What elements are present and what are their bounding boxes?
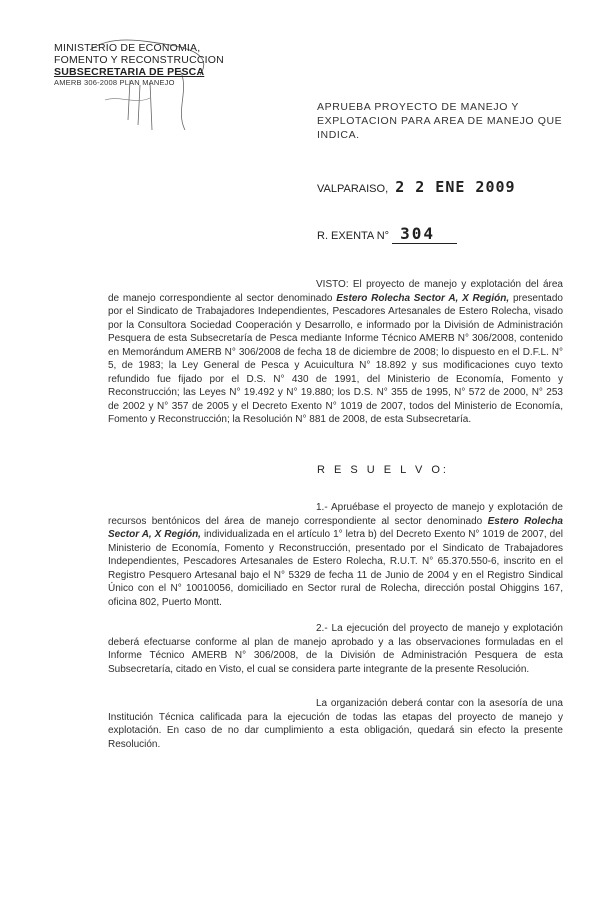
- resolution-label: R. EXENTA N°: [317, 230, 390, 242]
- item-1-rest: individualizada en el artículo 1° letra b) del Decreto Exento N° 1019 de 2007, del Ministerio de Economía, Fomento y Reconstrucción, presentado por el Sindicato de Trabajadores Independientes, Pescadores Artesanales de Estero Rolecha, R.U.T. N° 65.370.550-6, inscrito en el Registro Pesquero Artesanal bajo el N° 5329 de fecha 11 de Junio de 2004 y en el Registro Sindical Único con el N° 10010056, domiciliado en Sector rural de Rolecha, dirección postal Ohiggins 167, oficina 802, Puerto Montt.: [108, 529, 564, 608]
- resolution-number: 304: [392, 224, 457, 244]
- ministry-line-1: MINISTERIO DE ECONOMIA,: [54, 42, 201, 54]
- date-stamp: 2 2 ENE 2009: [395, 178, 516, 196]
- item-2-text: 2.- La ejecución del proyecto de manejo y explotación deberá efectuarse conforme al plan de manejo aprobado y a las observaciones formuladas en el Informe Técnico AMERB N° 306/2008, de la División de Administración Pesquera de esta Subsecretaría, citado en Visto, el cual se considera parte integrante de la presente Resolución.: [108, 623, 563, 675]
- item-1-paragraph: [108, 501, 563, 609]
- item-2-paragraph: [108, 622, 563, 676]
- letterhead: [54, 42, 224, 88]
- item-1-sector: Estero Rolecha Sector A, X Región,: [108, 515, 563, 540]
- visto-paragraph: [108, 278, 563, 427]
- visto-sector: Estero Rolecha Sector A, X Región,: [336, 292, 510, 304]
- reference-line: AMERB 306-2008 PLAN MANEJO: [54, 78, 175, 87]
- item-1-lead: 1.- Apruébase el proyecto de manejo y explotación de recursos bentónicos del área de manejo correspondiente al sector denominado: [108, 502, 563, 527]
- subsecretaria-line: SUBSECRETARIA DE PESCA: [54, 66, 205, 78]
- visto-intro: VISTO: El proyecto de manejo y explotación del área de manejo correspondiente al sector denominado: [108, 279, 563, 304]
- date-place: VALPARAISO,: [317, 183, 389, 195]
- document-title: APRUEBA PROYECTO DE MANEJO Y EXPLOTACION PARA AREA DE MANEJO QUE INDICA.: [317, 101, 563, 141]
- ministry-line-2: FOMENTO Y RECONSTRUCCION: [54, 54, 224, 66]
- item-3-text: La organización deberá contar con la asesoría de una Institución Técnica calificada para la ejecución de todas las etapas del proyecto de manejo y explotación. En caso de no dar cumplimiento a esta obligación, quedará sin efecto la presente Resolución.: [108, 698, 563, 750]
- date-line: [317, 178, 516, 196]
- item-3-paragraph: [108, 697, 563, 751]
- resolution-number-line: [317, 224, 457, 244]
- resuelvo-heading: R E S U E L V O:: [317, 464, 449, 476]
- visto-rest: presentado por el Sindicato de Trabajadores Independientes, Pescadores Artesanales de Estero Rolecha, visado por la Consultora Sociedad Cooperación y Desarrollo, e informado por la División de Administración Pesquera de esta Subsecretaría de Pesca mediante Informe Técnico AMERB N° 306/2008, contenido en Memorándum AMERB N° 306/2008 de fecha 18 de diciembre de 2008; lo dispuesto en el D.F.L. N° 5, de 1983; la Ley General de Pesca y Acuicultura N° 18.892 y sus modificaciones cuyo texto refundido fue fijado por el D.S. N° 430 de 1991, del Ministerio de Economía, Fomento y Reconstrucción; las Leyes N° 19.492 y N° 19.880; los D.S. N° 355 de 1995, N° 572 de 2000, N° 253 de 2002 y N° 357 de 2005 y el Decreto Exento N° 1019 de 2007, todos del Ministerio de Economía, Fomento y Reconstrucción; la Resolución N° 881 de 2008, de esta Subsecretaría.: [108, 292, 563, 425]
